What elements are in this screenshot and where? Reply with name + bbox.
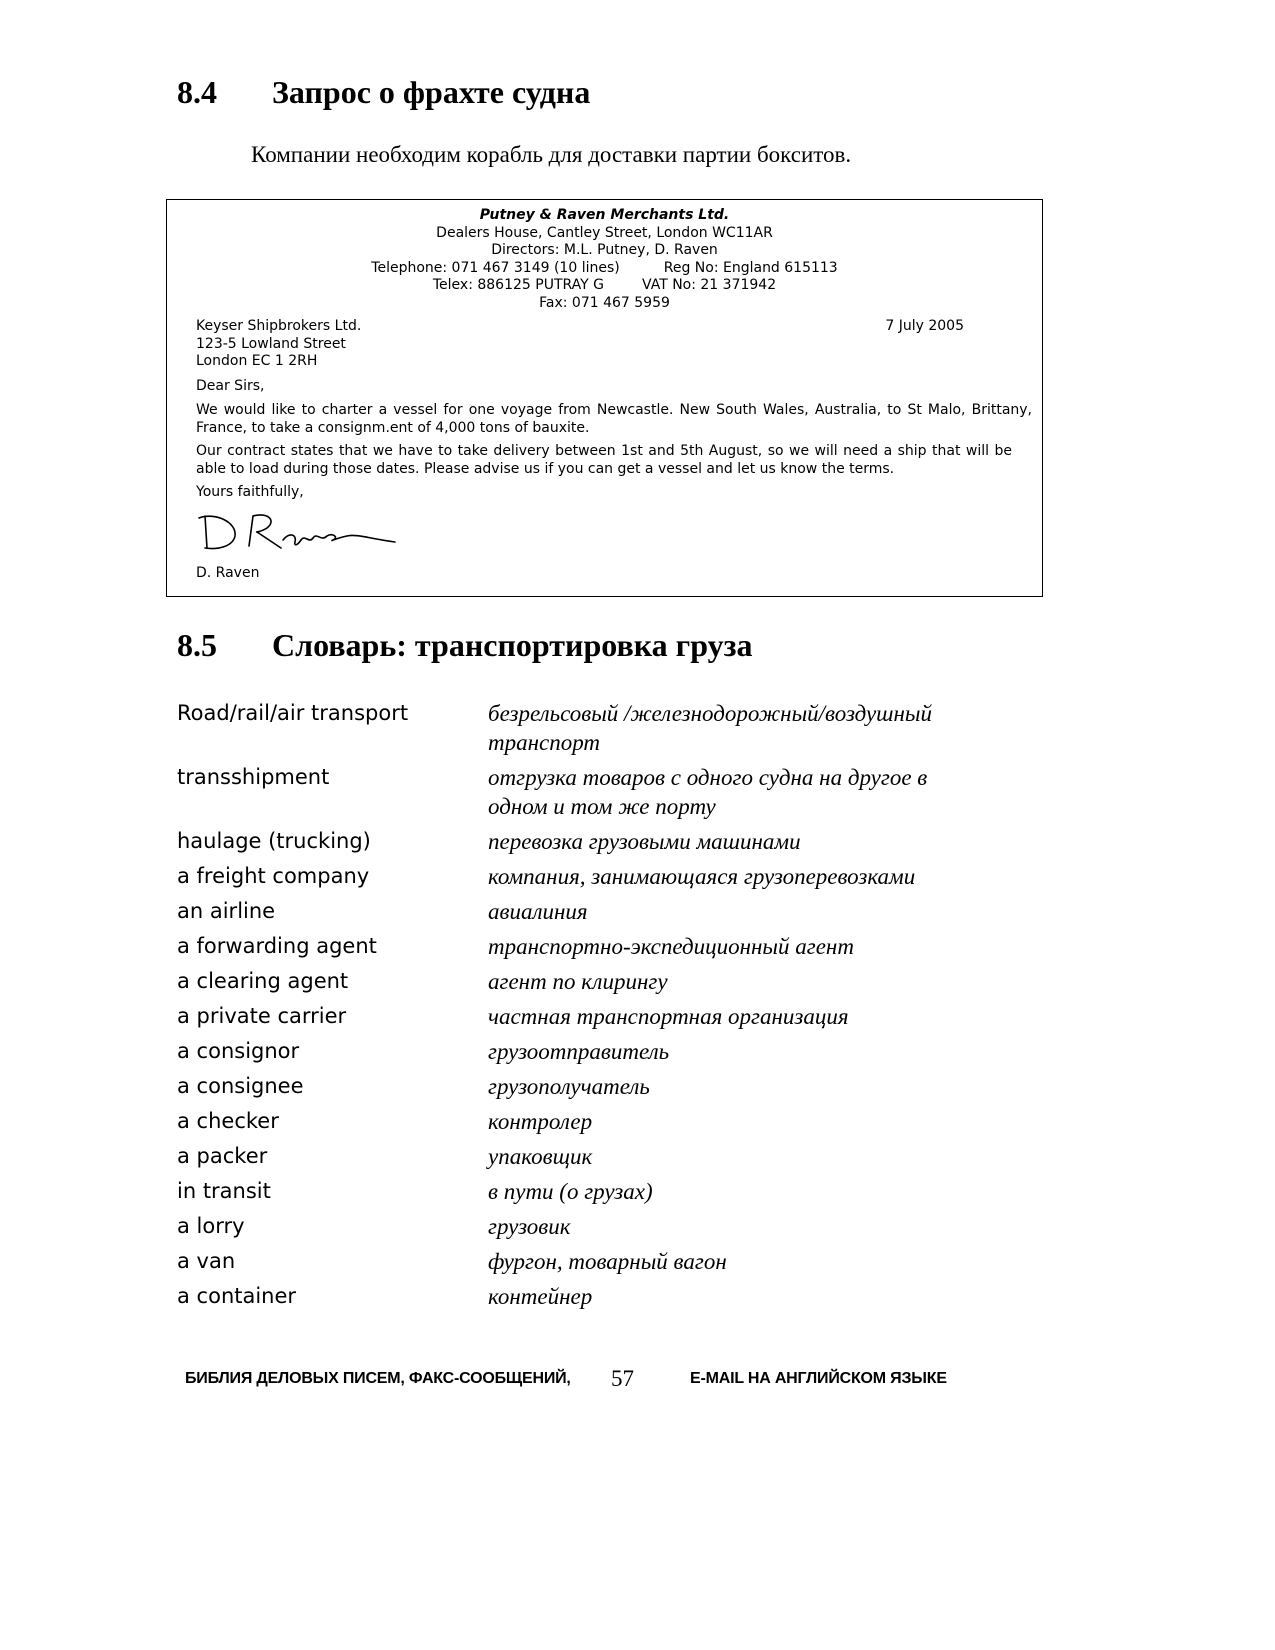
recipient-address xyxy=(196,318,361,371)
vocab-row xyxy=(177,1142,1037,1171)
vocab-row xyxy=(177,827,1037,856)
section-heading-8-5 xyxy=(177,627,752,664)
letter-salutation: Dear Sirs, xyxy=(196,378,265,394)
vocab-term-ru: безрельсовый /железнодорожный/воздушный транспорт xyxy=(488,701,932,755)
letterhead-telex-vat xyxy=(167,277,1042,295)
letterhead xyxy=(167,207,1042,312)
vocab-term-ru: контейнер xyxy=(488,1284,593,1309)
vocab-row xyxy=(177,967,1037,996)
letterhead-address: Dealers House, Cantley Street, London WC11AR xyxy=(436,224,773,241)
page-footer xyxy=(0,1366,1275,1396)
vocab-term-ru: грузовик xyxy=(488,1214,571,1239)
vocab-row xyxy=(177,1107,1037,1136)
vocab-term-en: a private carrier xyxy=(177,1004,347,1028)
letterhead-phone-reg xyxy=(167,260,1042,278)
signature-image xyxy=(197,508,397,560)
vocab-row xyxy=(177,1282,1037,1311)
vocab-row xyxy=(177,1072,1037,1101)
vocab-term-en: a van xyxy=(177,1249,236,1273)
vocab-term-en: a consignee xyxy=(177,1074,304,1098)
vocab-row xyxy=(177,1002,1037,1031)
section-title: Запрос о фрахте судна xyxy=(272,74,591,110)
vocab-term-en: a packer xyxy=(177,1144,268,1168)
vocab-row xyxy=(177,932,1037,961)
vocab-term-ru: отгрузка товаров с одного судна на другое в одном и том же порту xyxy=(488,765,928,819)
vocab-row xyxy=(177,1247,1037,1276)
vocab-term-en: a lorry xyxy=(177,1214,245,1238)
letterhead-company: Putney & Raven Merchants Ltd. xyxy=(479,207,730,223)
section-title: Словарь: транспортировка груза xyxy=(272,627,753,663)
vocab-term-en: a checker xyxy=(177,1109,279,1133)
vocab-term-en: in transit xyxy=(177,1179,271,1203)
vocab-term-ru: транспортно-экспедиционный агент xyxy=(488,934,854,959)
vocab-term-ru: упаковщик xyxy=(488,1144,593,1169)
vocab-term-ru: компания, занимающаяся грузоперевозками xyxy=(488,864,916,889)
vocab-row xyxy=(177,763,1037,821)
letterhead-telex: Telex: 886125 PUTRAY G xyxy=(432,277,605,293)
letterhead-directors: Directors: M.L. Putney, D. Raven xyxy=(491,242,718,258)
letter-closing: Yours faithfully, xyxy=(196,484,304,500)
vocab-term-en: a freight company xyxy=(177,864,370,888)
recipient-line: 123-5 Lowland Street xyxy=(196,335,346,352)
page-number: 57 xyxy=(611,1366,634,1391)
recipient-line: Keyser Shipbrokers Ltd. xyxy=(196,318,362,334)
vocab-row xyxy=(177,862,1037,891)
vocabulary-list xyxy=(177,699,1037,1317)
vocab-term-en: haulage (trucking) xyxy=(177,829,371,853)
letterhead-reg-no: Reg No: England 615113 xyxy=(663,259,838,276)
vocab-term-ru: контролер xyxy=(488,1109,593,1134)
footer-left-text: БИБЛИЯ ДЕЛОВЫХ ПИСЕМ, ФАКС-СООБЩЕНИЙ, xyxy=(185,1370,571,1387)
letter-signer: D. Raven xyxy=(196,565,260,581)
vocab-term-ru: в пути (о грузах) xyxy=(488,1179,653,1204)
vocab-term-en: a consignor xyxy=(177,1039,300,1063)
vocab-term-en: transshipment xyxy=(177,765,330,789)
vocab-term-en: a clearing agent xyxy=(177,969,349,993)
vocab-row xyxy=(177,1212,1037,1241)
vocab-term-ru: авиалиния xyxy=(488,899,588,924)
recipient-line: London EC 1 2RH xyxy=(196,353,318,369)
vocab-term-ru: перевозка грузовыми машинами xyxy=(488,829,801,854)
vocab-term-ru: фургон, товарный вагон xyxy=(488,1249,727,1274)
vocab-term-ru: грузоотправитель xyxy=(488,1039,670,1064)
section-number: 8.5 xyxy=(177,627,217,663)
vocab-row xyxy=(177,1037,1037,1066)
letterhead-vat-no: VAT No: 21 371942 xyxy=(642,277,777,293)
letterhead-fax: Fax: 071 467 5959 xyxy=(539,294,670,311)
letter-paragraph: Our contract states that we have to take delivery between 1st and 5th August, so we will need a ship that will be able to load during those dates. Please advise us if you can get a vessel and let us know the terms. xyxy=(196,443,1012,477)
vocab-term-en: Road/rail/air transport xyxy=(177,701,409,725)
vocab-term-ru: частная транспортная организация xyxy=(488,1004,849,1029)
vocab-row xyxy=(177,897,1037,926)
section-heading-8-4 xyxy=(177,74,590,111)
vocab-term-en: a container xyxy=(177,1284,297,1308)
vocab-term-en: a forwarding agent xyxy=(177,934,377,958)
footer-right-text: E-MAIL НА АНГЛИЙСКОМ ЯЗЫКЕ xyxy=(690,1370,947,1387)
vocab-term-ru: грузополучатель xyxy=(488,1074,650,1099)
vocab-term-ru: агент по клирингу xyxy=(488,969,668,994)
vocab-row xyxy=(177,1177,1037,1206)
letterhead-telephone: Telephone: 071 467 3149 (10 lines) xyxy=(371,259,620,276)
section-intro: Компании необходим корабль для доставки партии бокситов. xyxy=(251,142,852,167)
vocab-row xyxy=(177,699,1037,757)
letter-paragraph: We would like to charter a vessel for one voyage from Newcastle. New South Wales, Australia, to St Malo, Brittany, France, to take a consignm.ent of 4,000 tons of bauxite. xyxy=(196,402,1032,436)
letter-box xyxy=(166,199,1043,597)
section-number: 8.4 xyxy=(177,74,217,110)
letter-date: 7 July 2005 xyxy=(885,318,964,334)
vocab-term-en: an airline xyxy=(177,899,276,923)
